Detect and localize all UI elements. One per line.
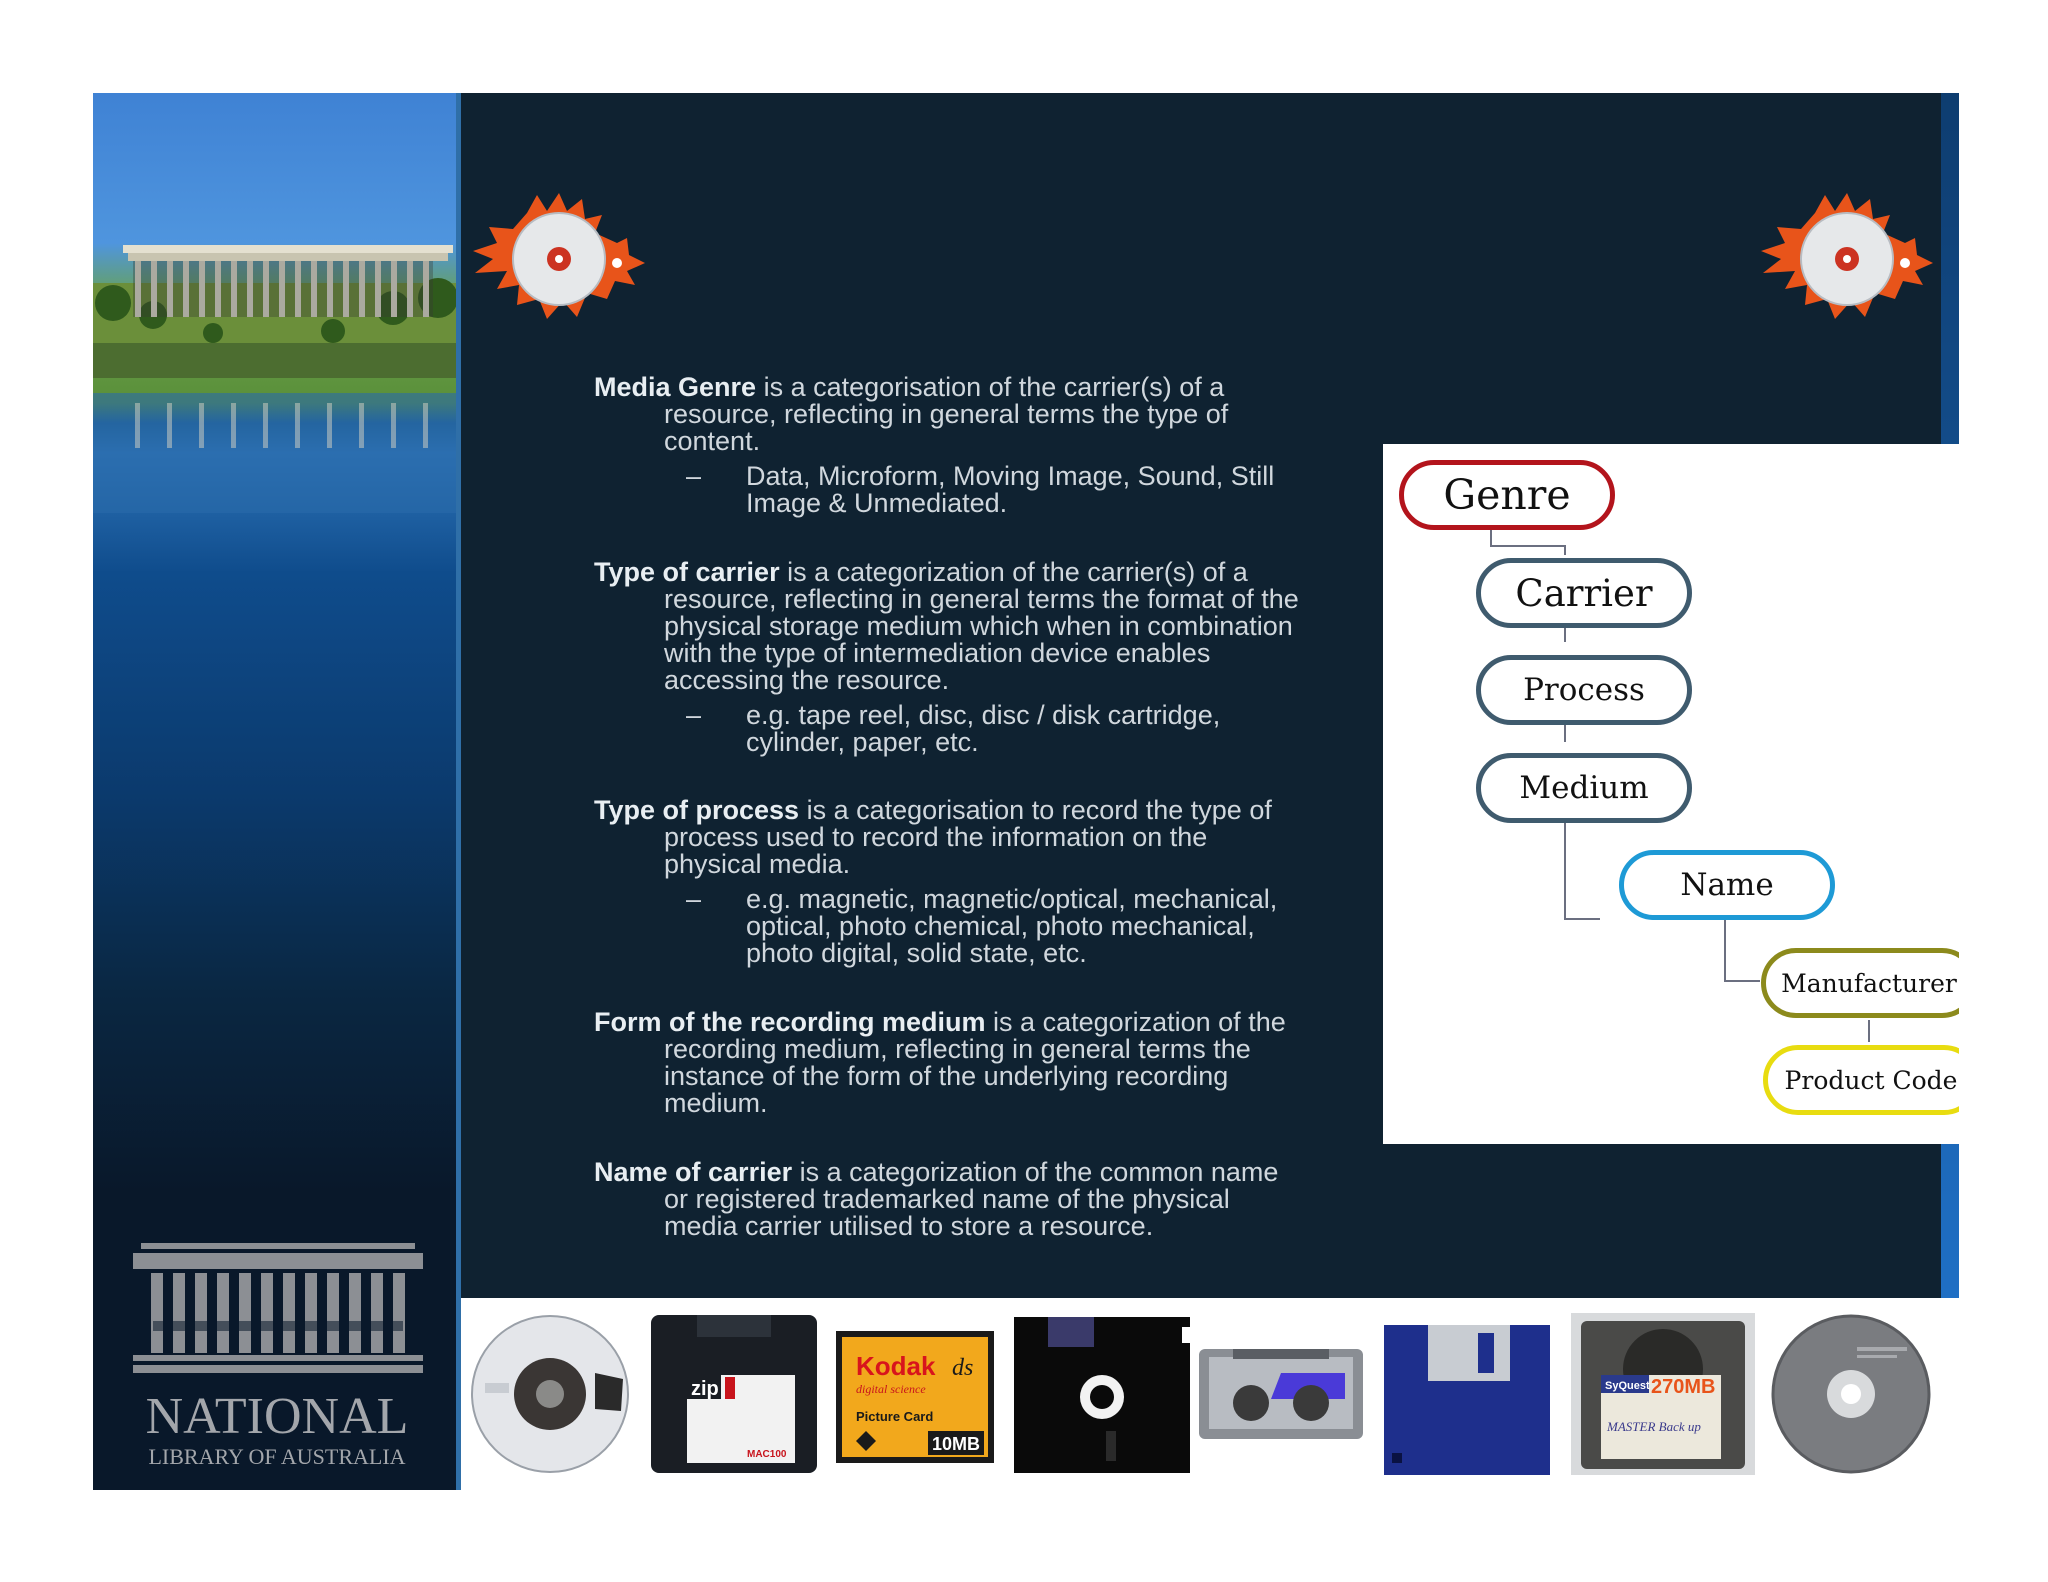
paragraph-media-genre	[594, 374, 1228, 455]
text-line: with the type of intermediation device enables	[664, 638, 1211, 668]
library-photo-panel	[93, 93, 461, 1490]
text-line: physical storage medium which when in combination	[664, 611, 1293, 641]
connector	[1490, 545, 1566, 547]
logo-national: NATIONAL	[145, 1388, 409, 1445]
text-line: accessing the resource.	[664, 665, 950, 695]
connector	[1724, 920, 1726, 982]
paragraph-form-of-recording-medium	[594, 1009, 1286, 1117]
connector	[1564, 918, 1600, 920]
zip-model: MAC100	[747, 1449, 787, 1460]
kodak-card: Picture Card	[856, 1409, 934, 1424]
term: Media Genre	[594, 372, 757, 402]
kodak-brand: Kodak	[856, 1351, 936, 1381]
kodak-size: 10MB	[932, 1434, 981, 1454]
kodak-ds: ds	[952, 1355, 974, 1381]
dash-bullet: –	[686, 700, 702, 730]
node-medium: Medium	[1476, 753, 1692, 823]
data-tape-cartridge-image	[1195, 1313, 1367, 1475]
text-line: optical, photo chemical, photo mechanical,	[746, 911, 1255, 941]
text-line: resource, reflecting in general terms the type of	[664, 399, 1229, 429]
node-product-code: Product Code	[1763, 1045, 1959, 1115]
carrier-hierarchy-diagram	[1383, 444, 1959, 1144]
panel-divider	[456, 93, 461, 1490]
term: Type of carrier	[594, 557, 780, 587]
connector	[1564, 722, 1566, 742]
zip-disk-image	[647, 1313, 821, 1475]
text-line: recording medium, reflecting in general terms the	[664, 1034, 1251, 1064]
cartridge-label: 270MB	[1651, 1376, 1716, 1398]
cartridge-brand: SyQuest	[1605, 1380, 1650, 1392]
text-line: photo digital, solid state, etc.	[746, 938, 1087, 968]
text-line: is a categorization of the	[993, 1007, 1286, 1037]
cartridge-handwriting: MASTER Back up	[1607, 1419, 1701, 1434]
term: Type of process	[594, 795, 800, 825]
connector	[1724, 980, 1760, 982]
text-line: e.g. magnetic, magnetic/optical, mechanical,	[746, 884, 1278, 914]
text-line: instance of the form of the underlying recording	[664, 1061, 1229, 1091]
logo-library-of-australia: LIBRARY OF AUSTRALIA	[148, 1444, 406, 1469]
tape-reel-image	[465, 1313, 635, 1475]
nla-building-logo-icon	[133, 1243, 423, 1383]
cd-mascot-icon	[467, 193, 647, 323]
text-line: physical media.	[664, 849, 851, 879]
compact-disc-image	[1761, 1313, 1941, 1475]
text-line: process used to record the information on the	[664, 822, 1208, 852]
media-carriers-strip	[461, 1298, 1959, 1490]
node-process: Process	[1476, 655, 1692, 725]
node-genre: Genre	[1399, 460, 1615, 530]
text-line: or registered trademarked name of the physical	[664, 1184, 1230, 1214]
paragraph-name-of-carrier	[594, 1159, 1278, 1240]
term: Form of the recording medium	[594, 1007, 986, 1037]
dash-bullet: –	[686, 884, 702, 914]
connector	[1868, 1020, 1870, 1042]
text-line: resource, reflecting in general terms the format of the	[664, 584, 1299, 614]
slide	[93, 93, 1959, 1490]
floppy-disk-5-25-image	[1014, 1313, 1190, 1475]
text-line: media carrier utilised to store a resource.	[664, 1211, 1154, 1241]
zip-label: zip	[691, 1378, 719, 1400]
text-line: Data, Microform, Moving Image, Sound, Still	[746, 461, 1275, 491]
text-line: is a categorization of the common name	[799, 1157, 1279, 1187]
node-name: Name	[1619, 850, 1835, 920]
text-line: cylinder, paper, etc.	[746, 727, 979, 757]
syquest-cartridge-image	[1571, 1313, 1755, 1475]
text-line: e.g. tape reel, disc, disc / disk cartridge,	[746, 700, 1221, 730]
text-line: is a categorisation to record the type of	[806, 795, 1272, 825]
text-line: Image & Unmediated.	[746, 488, 1008, 518]
paragraph-type-of-process	[594, 797, 1272, 878]
node-manufacturer: Manufacturer	[1761, 948, 1959, 1018]
term: Name of carrier	[594, 1157, 793, 1187]
kodak-sub: digital science	[856, 1382, 926, 1396]
dash-bullet: –	[686, 461, 702, 491]
connector	[1564, 626, 1566, 642]
connector	[1564, 822, 1566, 920]
node-carrier: Carrier	[1476, 558, 1692, 628]
floppy-disk-3-5-image	[1382, 1313, 1552, 1475]
text-line: content.	[664, 426, 761, 456]
text-line: is a categorisation of the carrier(s) of a	[763, 372, 1225, 402]
connector	[1490, 530, 1492, 546]
connector	[1564, 545, 1566, 555]
text-line: is a categorization of the carrier(s) of a	[787, 557, 1248, 587]
cd-mascot-icon-right	[1755, 193, 1935, 323]
text-line: medium.	[664, 1088, 768, 1118]
paragraph-type-of-carrier	[594, 559, 1299, 694]
library-building-photo	[93, 93, 461, 513]
kodak-picture-card-image	[832, 1313, 998, 1475]
